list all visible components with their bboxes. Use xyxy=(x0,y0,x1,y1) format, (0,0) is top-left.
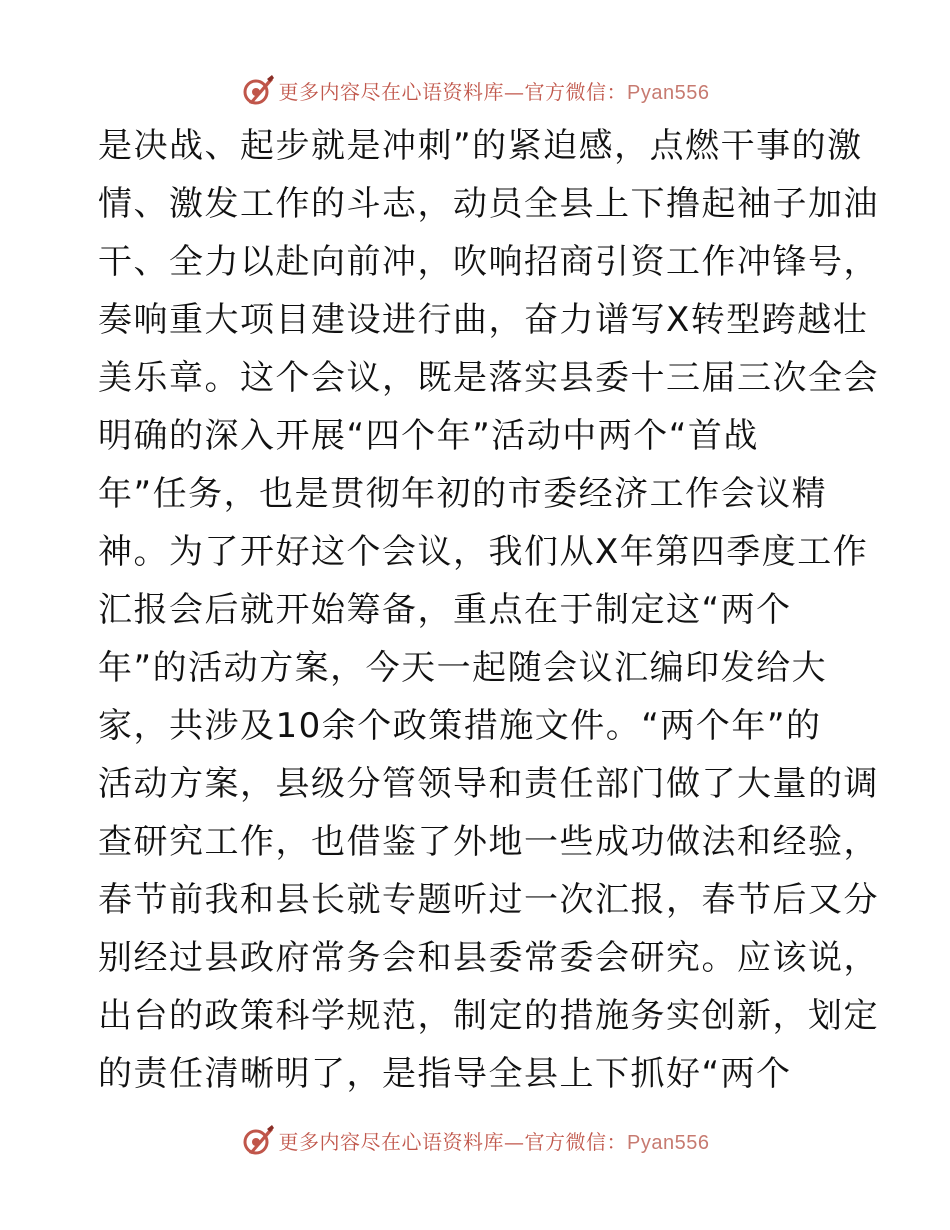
body-line: 明确的深入开展“四个年”活动中两个“首战 xyxy=(98,416,759,456)
body-line: 年”的活动方案，今天一起随会议汇编印发给大 xyxy=(98,648,828,688)
body-line: 的责任清晰明了，是指导全县上下抓好“两个 xyxy=(98,1054,792,1094)
body-line: 查研究工作，也借鉴了外地一些成功做法和经验， xyxy=(98,822,879,862)
header-banner xyxy=(0,70,950,110)
document-body xyxy=(98,122,879,1108)
body-line: 神。为了开好这个会议，我们从X年第四季度工作 xyxy=(98,532,869,572)
body-line: 情、激发工作的斗志，动员全县上下撸起袖子加油 xyxy=(98,184,879,224)
body-line: 年”任务，也是贯彻年初的市委经济工作会议精 xyxy=(98,474,828,514)
pen-circle-logo-icon xyxy=(241,73,275,107)
body-line: 汇报会后就开始筹备，重点在于制定这“两个 xyxy=(98,590,792,630)
body-line: 干、全力以赴向前冲，吹响招商引资工作冲锋号， xyxy=(98,242,879,282)
header-banner-account: Pyan556 xyxy=(627,81,710,104)
footer-banner-label: 更多内容尽在心语资料库—官方微信： xyxy=(278,1129,628,1154)
footer-banner-account: Pyan556 xyxy=(627,1131,710,1154)
pen-circle-logo-icon xyxy=(241,1123,275,1157)
body-line: 是决战、起步就是冲刺”的紧迫感，点燃干事的激 xyxy=(98,126,863,166)
body-line: 春节前我和县长就专题听过一次汇报，春节后又分 xyxy=(98,880,879,920)
body-line: 出台的政策科学规范，制定的措施务实创新，划定 xyxy=(98,996,879,1036)
footer-banner-text xyxy=(279,1126,710,1155)
header-banner-text xyxy=(279,76,710,105)
body-line: 奏响重大项目建设进行曲，奋力谱写X转型跨越壮 xyxy=(98,300,869,340)
header-banner-label: 更多内容尽在心语资料库—官方微信： xyxy=(278,79,628,104)
body-line: 活动方案，县级分管领导和责任部门做了大量的调 xyxy=(98,764,879,804)
body-line: 别经过县政府常务会和县委常委会研究。应该说， xyxy=(98,938,879,978)
body-line: 家，共涉及10余个政策措施文件。“两个年”的 xyxy=(98,706,822,746)
body-line: 美乐章。这个会议，既是落实县委十三届三次全会 xyxy=(98,358,879,398)
footer-banner xyxy=(0,1120,950,1160)
